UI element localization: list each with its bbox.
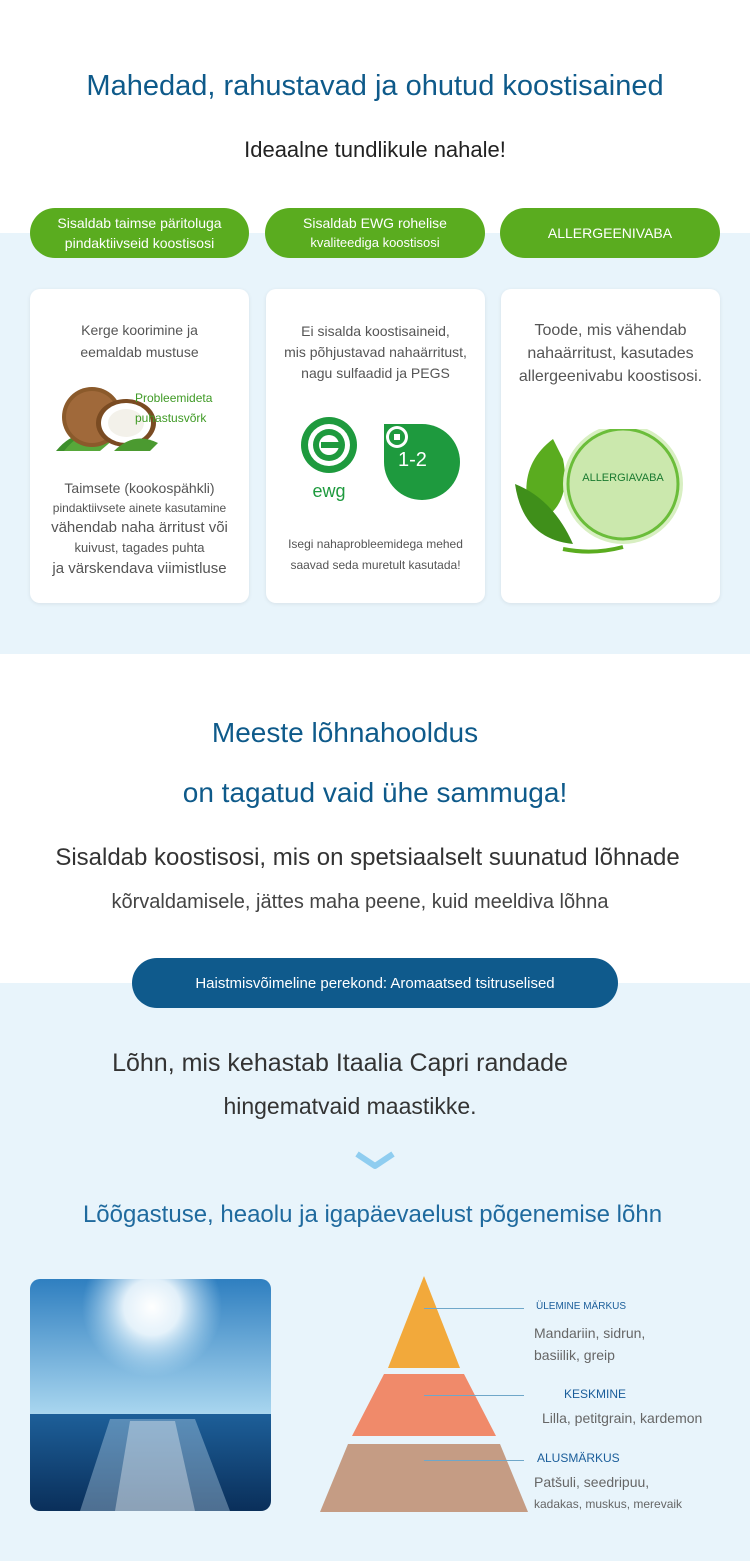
- text-line: Probleemideta: [135, 391, 213, 405]
- card-ewg: [266, 289, 485, 603]
- ewg-label: ewg: [312, 481, 346, 501]
- text-line: Taimsete (kookospähkli): [64, 480, 215, 496]
- scent-pyramid: [318, 1276, 530, 1512]
- scent-care-title-line1: Meeste lõhnahooldus: [211, 717, 479, 748]
- olfactory-family-pill: Haistmisvõimeline perekond: Aromaatsed tsitruselised: [132, 958, 618, 1008]
- card-coconut-bottom-text: [30, 478, 249, 580]
- feature-pill-allergen-free: [500, 208, 720, 258]
- text-line: kadakas, muskus, merevaik: [534, 1497, 683, 1511]
- text-line: Mandariin, sidrun,: [534, 1325, 646, 1341]
- middle-note-label: KESKMINE: [564, 1387, 627, 1401]
- text-line: vähendab naha ärritust või: [51, 519, 228, 536]
- text-line: puhastusvõrk: [135, 411, 207, 425]
- card-allergen-free: [501, 289, 720, 603]
- card-ewg-bottom-text: [266, 534, 485, 576]
- feature-pill-line: Sisaldab EWG rohelise: [303, 215, 447, 231]
- text-line: eemaldab mustuse: [80, 344, 199, 360]
- card-ewg-top-text: [266, 321, 485, 384]
- text-line: Isegi nahaprobleemidega mehed: [288, 537, 463, 551]
- ingredients-subtitle: Ideaalne tundlikule nahale!: [244, 137, 506, 162]
- card-coconut-top-text: [30, 319, 249, 363]
- text-line: basiilik, greip: [534, 1347, 615, 1363]
- text-line: mis põhjustavad nahaärritust,: [284, 344, 467, 360]
- text-line: saavad seda muretult kasutada!: [290, 558, 461, 572]
- base-note-text: [534, 1471, 682, 1515]
- feature-pill-line: pindaktiivseid koostisosi: [64, 235, 215, 251]
- feature-pill-ewg: [265, 208, 485, 258]
- allergen-seal-text: ALLERGIAVABA: [582, 472, 664, 484]
- text-line: nagu sulfaadid ja PEGS: [301, 365, 450, 381]
- text-line: nahaärritust, kasutades: [527, 345, 694, 362]
- capri-line2: hingematvaid maastikke.: [223, 1093, 477, 1119]
- scent-desc-line1: Sisaldab koostisosi, mis on spetsiaalselt suunatud lõhnade: [55, 844, 680, 871]
- text-line: allergeenivabu koostisosi.: [518, 368, 703, 385]
- base-note-leader: [424, 1460, 524, 1461]
- text-line: ja värskendava viimistluse: [52, 560, 227, 577]
- text-line: kuivust, tagades puhta: [74, 540, 205, 555]
- card-coconut: [30, 289, 249, 603]
- scent-care-title-line2: on tagatud vaid ühe sammuga!: [182, 777, 568, 808]
- middle-note-text: Lilla, petitgrain, kardemon: [542, 1410, 703, 1426]
- text-line: pindaktiivsete ainete kasutamine: [52, 501, 227, 515]
- ingredients-title: Mahedad, rahustavad ja ohutud koostisained: [86, 70, 664, 102]
- leaf-seal-icon: [513, 429, 693, 555]
- text-line: Toode, mis vähendab: [534, 322, 687, 339]
- top-note-text: [534, 1322, 645, 1366]
- chevron-down-icon: [355, 1150, 395, 1172]
- top-note-leader: [424, 1308, 524, 1309]
- middle-note-leader: [424, 1395, 524, 1396]
- scent-tagline: Lõõgastuse, heaolu ja igapäevaelust põgenemise lõhn: [82, 1201, 663, 1228]
- feature-pill-plant-surfactants: [30, 208, 249, 258]
- feature-pill-line: Sisaldab taimse päritoluga: [57, 215, 222, 231]
- capri-line1: Lõhn, mis kehastab Itaalia Capri randade: [112, 1049, 568, 1077]
- feature-pill-line: ALLERGEENIVABA: [547, 225, 673, 241]
- scent-desc-line2: kõrvaldamisele, jättes maha peene, kuid meeldiva lõhna: [111, 891, 609, 913]
- card-coconut-badge: [135, 388, 212, 428]
- text-line: Kerge koorimine ja: [81, 322, 198, 338]
- sea-sun-image: [30, 1279, 271, 1511]
- feature-pill-line: kvaliteediga koostisosi: [310, 235, 440, 250]
- text-line: Ei sisalda koostisaineid,: [301, 323, 450, 339]
- text-line: Patšuli, seedripuu,: [534, 1474, 650, 1490]
- ewg-rating-value: 1-2: [398, 449, 427, 471]
- top-note-label: ÜLEMINE MÄRKUS: [536, 1301, 627, 1312]
- ewg-logo-icon: [299, 415, 359, 475]
- card-allergen-top-text: [501, 319, 720, 388]
- base-note-label: ALUSMÄRKUS: [537, 1451, 620, 1465]
